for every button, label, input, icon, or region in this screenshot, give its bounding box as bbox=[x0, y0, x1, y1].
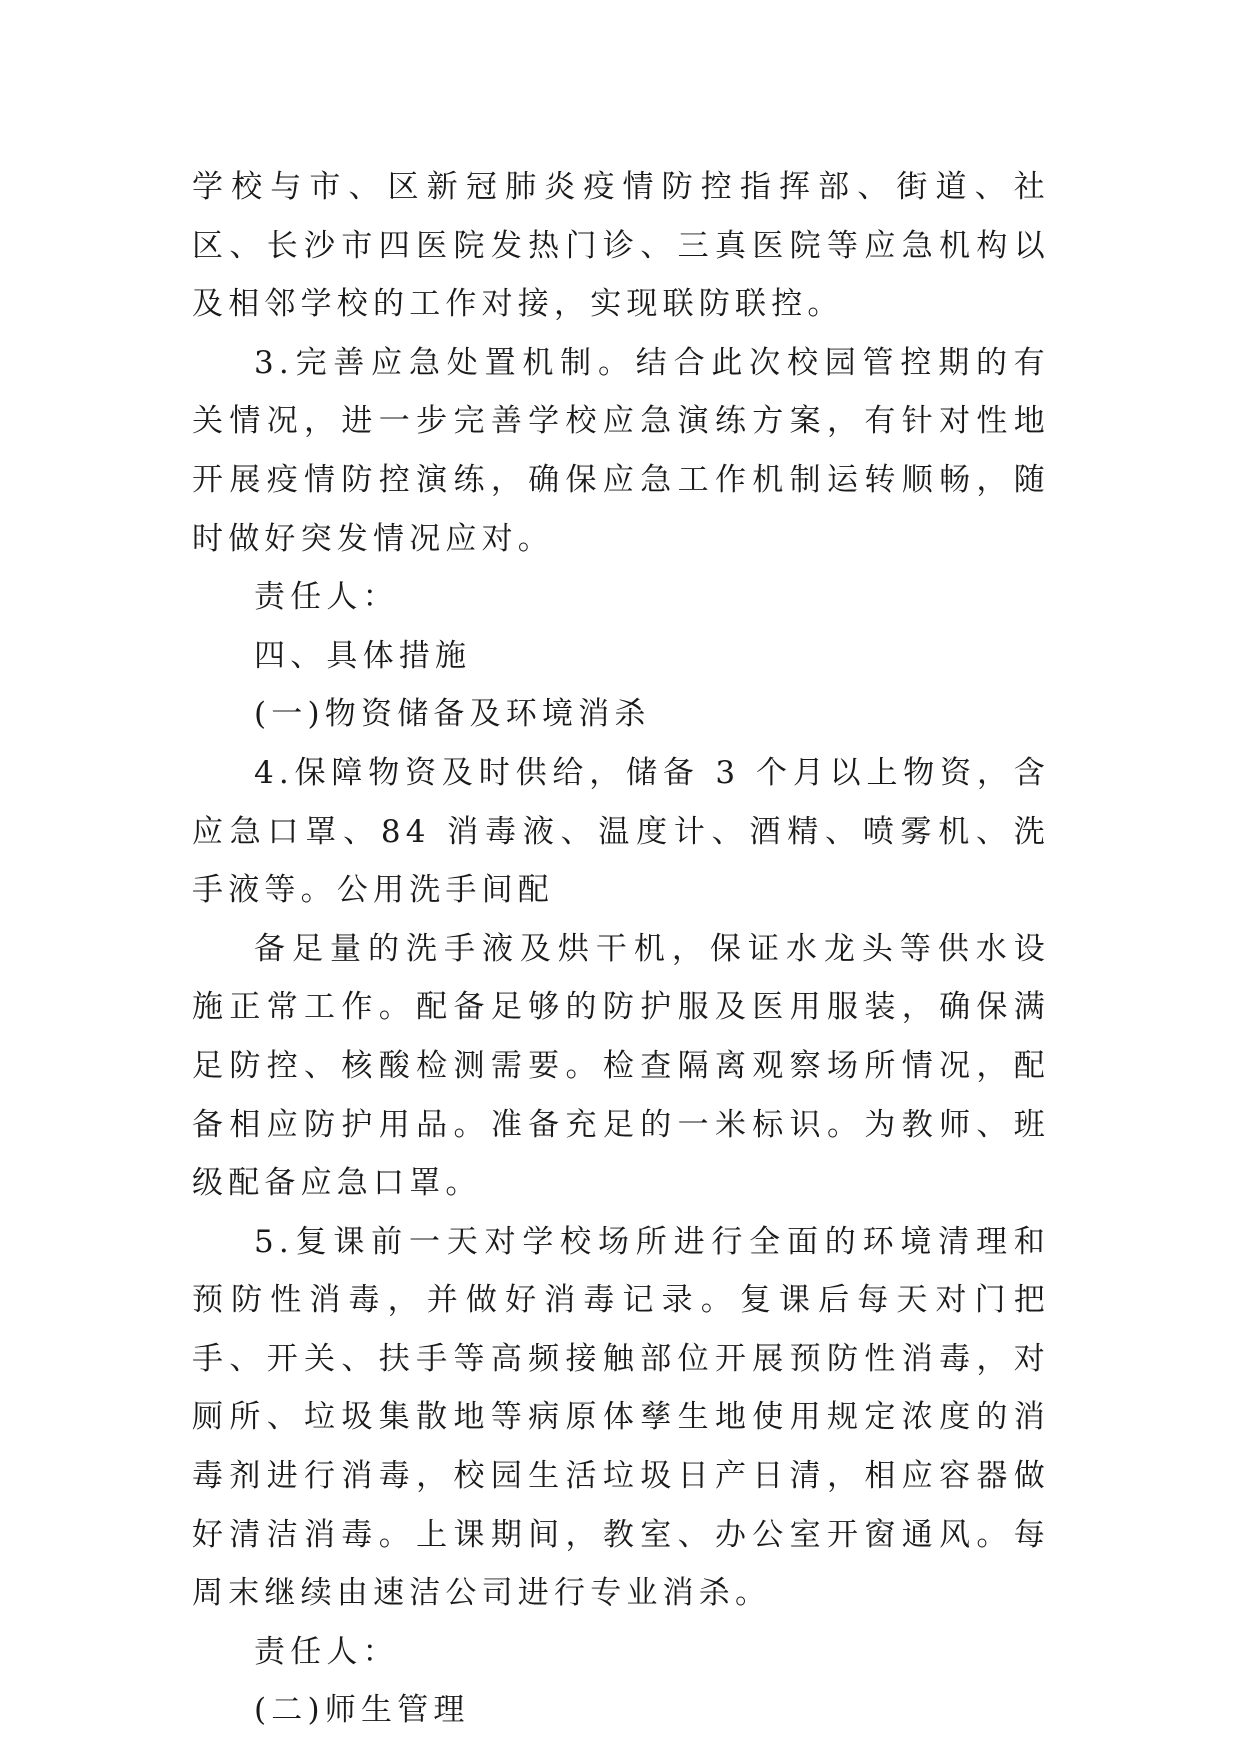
responsible-person-label: 责任人： bbox=[254, 579, 399, 616]
subsection-heading-staff-students: (二)师生管理 bbox=[254, 1692, 470, 1729]
paragraph-item-4-supplies: 4.保障物资及时供给，储备 3 个月以上物资，含应急口罩、84 消毒液、温度计、酒精、喷雾机、洗手液等。公用洗手间配 bbox=[192, 754, 1050, 909]
document-body bbox=[192, 158, 1050, 1740]
paragraph-supplies-continued: 备足量的洗手液及烘干机，保证水龙头等供水设施正常工作。配备足够的防护服及医用服装，确保满足防控、核酸检测需要。检查隔离观察场所情况，配备相应防护用品。准备充足的一米标识。为教师、班级配备应急口罩。 bbox=[192, 930, 1050, 1202]
responsible-person-label: 责任人： bbox=[254, 1633, 399, 1670]
paragraph-item-5-disinfection: 5.复课前一天对学校场所进行全面的环境清理和预防性消毒，并做好消毒记录。复课后每天对门把手、开关、扶手等高频接触部位开展预防性消毒，对厕所、垃圾集散地等病原体孳生地使用规定浓度的消毒剂进行消毒，校园生活垃圾日产日清，相应容器做好清洁消毒。上课期间，教室、办公室开窗通风。每周末继续由速洁公司进行专业消杀。 bbox=[192, 1223, 1050, 1612]
paragraph-item-3-emergency-mechanism: 3.完善应急处置机制。结合此次校园管控期的有关情况，进一步完善学校应急演练方案，有针对性地开展疫情防控演练，确保应急工作机制运转顺畅，随时做好突发情况应对。 bbox=[192, 344, 1050, 557]
subsection-heading-supplies: (一)物资储备及环境消杀 bbox=[254, 696, 651, 733]
section-heading-specific-measures: 四、具体措施 bbox=[254, 637, 472, 674]
paragraph-liaison: 学校与市、区新冠肺炎疫情防控指挥部、街道、社区、长沙市四医院发热门诊、三真医院等应急机构以及相邻学校的工作对接，实现联防联控。 bbox=[192, 169, 1050, 323]
